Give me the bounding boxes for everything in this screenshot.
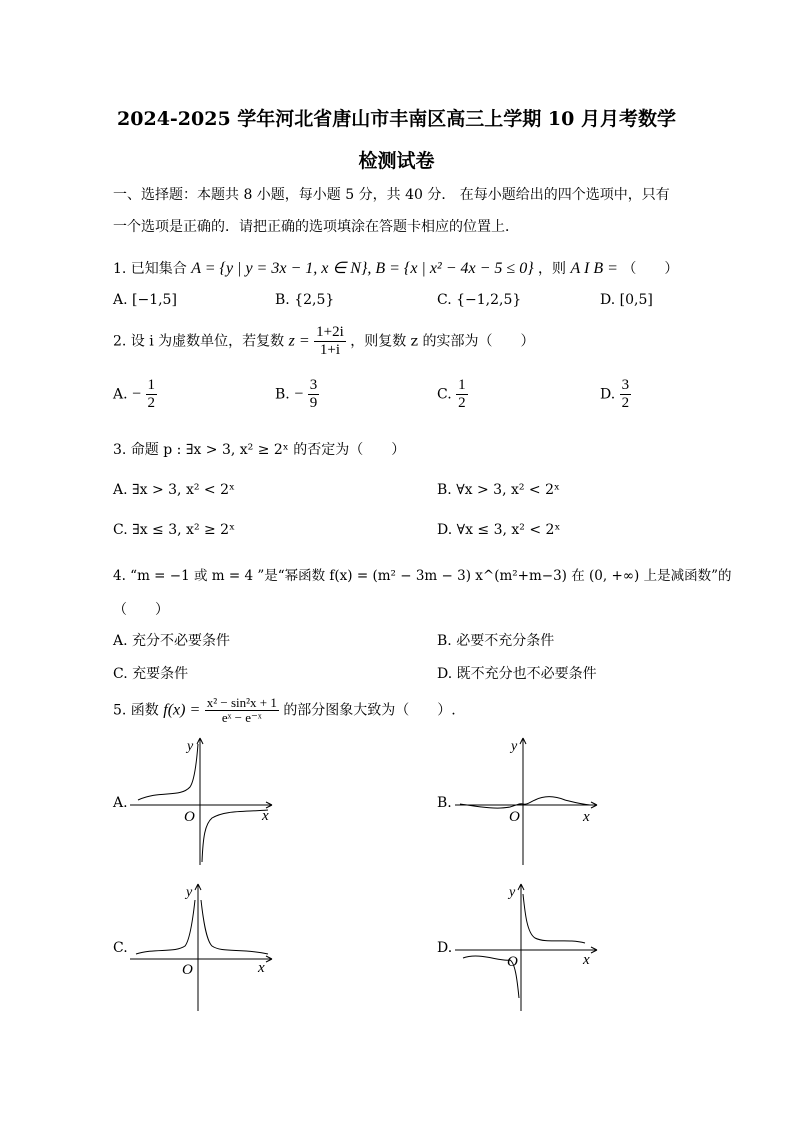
q1-sets: A = {y | y = 3x − 1, x ∈ N}, B = {x | x² − 4x − 5 ≤ 0} bbox=[191, 260, 534, 277]
q5-fraction bbox=[205, 696, 279, 725]
q2-option-b-frac bbox=[308, 377, 320, 412]
q2-option-b-sign: − bbox=[294, 385, 304, 403]
q2-option-d-den: 2 bbox=[621, 395, 630, 411]
q5-frac-den: eˣ − e⁻ˣ bbox=[221, 710, 262, 725]
q5-graph-a-y-label: y bbox=[187, 739, 194, 754]
q4-option-a: A. 充分不必要条件 bbox=[113, 633, 231, 649]
q2-frac-num: 1+2i bbox=[316, 324, 344, 340]
q2-option-a-sign: − bbox=[132, 385, 142, 403]
q2-fraction bbox=[314, 324, 346, 359]
q4-option-d: D. 既不充分也不必要条件 bbox=[437, 666, 597, 682]
q5-graph-a bbox=[130, 732, 280, 867]
q2-option-d bbox=[600, 377, 631, 412]
q5-graph-a-x-label: x bbox=[262, 808, 269, 824]
q2-option-a bbox=[113, 377, 157, 412]
q5-graph-d-y-label: y bbox=[509, 885, 516, 900]
q5-graph-d-x-label: x bbox=[583, 952, 590, 968]
q5-graph-b-x-label: x bbox=[583, 809, 590, 825]
q2-frac-den: 1+i bbox=[319, 342, 341, 358]
q4-stem: 4. “m = −1 或 m = 4 ”是“幂函数 f(x) = (m² − 3m − 3) x^(m²+m−3) 在 (0, +∞) 上是减函数”的 bbox=[113, 568, 732, 584]
q5-graph-c bbox=[130, 878, 280, 1013]
q5-graph-b-y-label: y bbox=[511, 739, 518, 754]
q5-stem bbox=[113, 696, 456, 725]
q2-suffix: ，则复数 z 的实部为（ ） bbox=[350, 333, 535, 350]
q5-graph-d-label: D. bbox=[437, 940, 453, 956]
q5-graph-b-label: B. bbox=[437, 795, 452, 811]
q5-graph-c-label: C. bbox=[113, 940, 128, 956]
q3-stem: 3. 命题 p : ∃x > 3, x² ≥ 2ˣ 的否定为（ ） bbox=[113, 442, 406, 458]
q2-prefix: 2. 设 i 为虚数单位，若复数 bbox=[113, 333, 285, 350]
q2-option-c-den: 2 bbox=[458, 395, 466, 411]
q1-option-a: A. [−1,5] bbox=[113, 292, 177, 308]
q5-graph-a-label: A. bbox=[113, 795, 128, 811]
exam-title-line1: 2024-2025 学年河北省唐山市丰南区高三上学期 10 月月考数学 bbox=[117, 108, 676, 130]
q2-option-b-label: B. bbox=[275, 386, 290, 403]
q5-graph-d-origin: O bbox=[507, 954, 518, 970]
q2-option-c-frac bbox=[456, 377, 468, 412]
q1-option-d: D. [0,5] bbox=[600, 292, 653, 308]
q5-graph-d bbox=[455, 878, 605, 1013]
q5-graph-b bbox=[455, 732, 605, 867]
q1-option-b: B. {2,5} bbox=[275, 292, 335, 308]
q2-option-c-label: C. bbox=[437, 386, 452, 403]
q5-graph-a-origin: O bbox=[184, 809, 195, 825]
q1-option-c: C. {−1,2,5} bbox=[437, 292, 522, 308]
q2-option-c-num: 1 bbox=[458, 377, 466, 393]
q1-suffix: ，则 bbox=[538, 261, 567, 277]
q5-suffix: 的部分图象大致为（ ）. bbox=[283, 702, 456, 719]
q2-option-b-den: 9 bbox=[309, 395, 318, 411]
q1-expr: A I B = bbox=[570, 260, 618, 277]
q2-option-a-frac bbox=[146, 377, 158, 412]
q2-option-a-label: A. bbox=[113, 386, 128, 403]
q2-option-b-num: 3 bbox=[309, 377, 318, 393]
q2-option-b bbox=[275, 377, 319, 412]
q4-option-c: C. 充要条件 bbox=[113, 666, 189, 682]
q3-option-a: A. ∃x > 3, x² < 2ˣ bbox=[113, 482, 235, 498]
section-intro-line2: 一个选项是正确的．请把正确的选项填涂在答题卡相应的位置上． bbox=[113, 219, 519, 235]
q2-option-d-frac bbox=[620, 377, 632, 412]
q5-graph-b-origin: O bbox=[509, 809, 520, 825]
section-intro-line1: 一、选择题：本题共 8 小题，每小题 5 分，共 40 分． 在每小题给出的四个选项中，只有 bbox=[113, 187, 670, 203]
q2-option-a-num: 1 bbox=[147, 377, 155, 393]
q5-frac-num: x² − sin²x + 1 bbox=[206, 695, 277, 710]
q2-option-d-label: D. bbox=[600, 386, 616, 403]
q2-stem bbox=[113, 324, 535, 359]
q5-graph-c-y-label: y bbox=[186, 885, 193, 900]
q1-stem bbox=[113, 258, 678, 278]
q1-prefix: 1. 已知集合 bbox=[113, 261, 187, 277]
q2-option-a-den: 2 bbox=[147, 395, 155, 411]
exam-title-line2: 检测试卷 bbox=[358, 150, 435, 172]
q3-option-d: D. ∀x ≤ 3, x² < 2ˣ bbox=[437, 522, 561, 538]
q5-graph-c-origin: O bbox=[182, 962, 193, 978]
q5-prefix: 5. 函数 bbox=[113, 702, 159, 719]
q1-blank: （ ） bbox=[622, 261, 679, 277]
q3-option-c: C. ∃x ≤ 3, x² ≥ 2ˣ bbox=[113, 522, 236, 538]
q4-blank: （ ） bbox=[113, 602, 169, 618]
q3-option-b: B. ∀x > 3, x² < 2ˣ bbox=[437, 482, 560, 498]
q4-option-b: B. 必要不充分条件 bbox=[437, 633, 555, 649]
q5-graph-c-x-label: x bbox=[258, 960, 265, 976]
q5-fx: f(x) = bbox=[163, 701, 201, 719]
q2-option-d-num: 3 bbox=[621, 377, 630, 393]
q2-option-c bbox=[437, 377, 468, 412]
q2-z: z = bbox=[288, 332, 310, 350]
